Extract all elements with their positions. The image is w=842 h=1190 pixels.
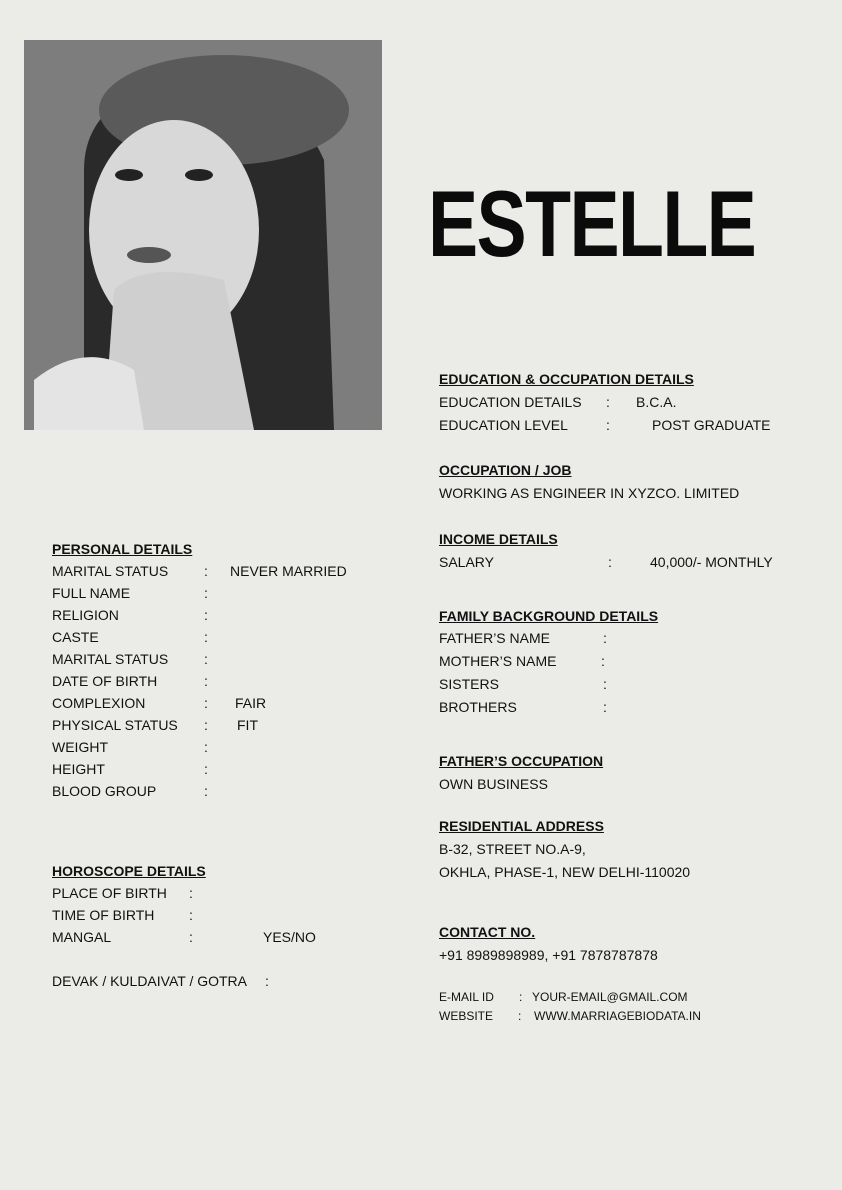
row-colon: : <box>265 973 269 989</box>
row-label: DEVAK / KULDAIVAT / GOTRA <box>52 973 248 989</box>
website-label: WEBSITE <box>439 1009 494 1023</box>
father-occupation-text: OWN BUSINESS <box>439 776 548 792</box>
row-colon: : <box>189 885 193 901</box>
row-label: SALARY <box>439 554 494 570</box>
row-colon: : <box>603 630 607 646</box>
occupation-text: WORKING AS ENGINEER IN XYZCO. LIMITED <box>439 485 740 501</box>
row-colon: : <box>189 929 193 945</box>
horoscope-details-heading: HOROSCOPE DETAILS <box>52 863 206 879</box>
row-colon: : <box>518 1009 522 1023</box>
email-value[interactable]: YOUR-EMAIL@GMAIL.COM <box>532 990 688 1004</box>
row-label: FULL NAME <box>52 585 131 601</box>
education-heading: EDUCATION & OCCUPATION DETAILS <box>439 371 694 387</box>
row-label: WEIGHT <box>52 739 108 755</box>
row-label: MARITAL STATUS <box>52 651 169 667</box>
row-value: POST GRADUATE <box>652 417 771 433</box>
row-value: B.C.A. <box>636 394 677 410</box>
row-colon: : <box>204 585 208 601</box>
row-label: DATE OF BIRTH <box>52 673 158 689</box>
income-heading: INCOME DETAILS <box>439 531 558 547</box>
row-label: COMPLEXION <box>52 695 146 711</box>
row-colon: : <box>608 554 612 570</box>
address-heading: RESIDENTIAL ADDRESS <box>439 818 604 834</box>
profile-name: ESTELLE <box>428 171 756 276</box>
row-colon: : <box>204 563 208 579</box>
row-label: RELIGION <box>52 607 119 623</box>
profile-photo <box>24 40 382 430</box>
address-line: B-32, STREET NO.A-9, <box>439 841 586 857</box>
row-colon: : <box>204 629 208 645</box>
row-colon: : <box>603 676 607 692</box>
row-colon: : <box>189 907 193 923</box>
row-label: EDUCATION DETAILS <box>439 394 582 410</box>
row-label: TIME OF BIRTH <box>52 907 155 923</box>
row-value: NEVER MARRIED <box>230 563 347 579</box>
row-colon: : <box>519 990 523 1004</box>
row-colon: : <box>601 653 605 669</box>
row-label: HEIGHT <box>52 761 105 777</box>
row-colon: : <box>204 695 208 711</box>
row-colon: : <box>606 394 610 410</box>
row-colon: : <box>204 673 208 689</box>
row-label: EDUCATION LEVEL <box>439 417 568 433</box>
row-colon: : <box>606 417 610 433</box>
contact-phones: +91 8989898989, +91 7878787878 <box>439 947 658 963</box>
personal-details-heading: PERSONAL DETAILS <box>52 541 193 557</box>
row-label: SISTERS <box>439 676 499 692</box>
row-label: MOTHER’S NAME <box>439 653 557 669</box>
email-label: E-MAIL ID <box>439 990 494 1004</box>
row-label: FATHER’S NAME <box>439 630 550 646</box>
row-colon: : <box>204 783 208 799</box>
row-value: FIT <box>237 717 258 733</box>
website-link[interactable]: WWW.MARRIAGEBIODATA.IN <box>534 1009 701 1023</box>
father-occupation-heading: FATHER’S OCCUPATION <box>439 753 604 769</box>
row-label: PLACE OF BIRTH <box>52 885 167 901</box>
family-heading: FAMILY BACKGROUND DETAILS <box>439 608 659 624</box>
row-label: CASTE <box>52 629 99 645</box>
contact-heading: CONTACT NO. <box>439 924 536 940</box>
row-label: PHYSICAL STATUS <box>52 717 178 733</box>
row-label: MARITAL STATUS <box>52 563 169 579</box>
row-value: YES/NO <box>263 929 316 945</box>
row-colon: : <box>603 699 607 715</box>
address-line: OKHLA, PHASE-1, NEW DELHI-110020 <box>439 864 691 880</box>
row-value: 40,000/- MONTHLY <box>650 554 773 570</box>
occupation-heading: OCCUPATION / JOB <box>439 462 572 478</box>
row-colon: : <box>204 607 208 623</box>
row-colon: : <box>204 717 208 733</box>
row-colon: : <box>204 739 208 755</box>
portrait-photo-icon <box>24 40 382 430</box>
row-label: BROTHERS <box>439 699 517 715</box>
row-label: BLOOD GROUP <box>52 783 157 799</box>
row-colon: : <box>204 651 208 667</box>
row-value: FAIR <box>235 695 267 711</box>
row-label: MANGAL <box>52 929 112 945</box>
row-colon: : <box>204 761 208 777</box>
